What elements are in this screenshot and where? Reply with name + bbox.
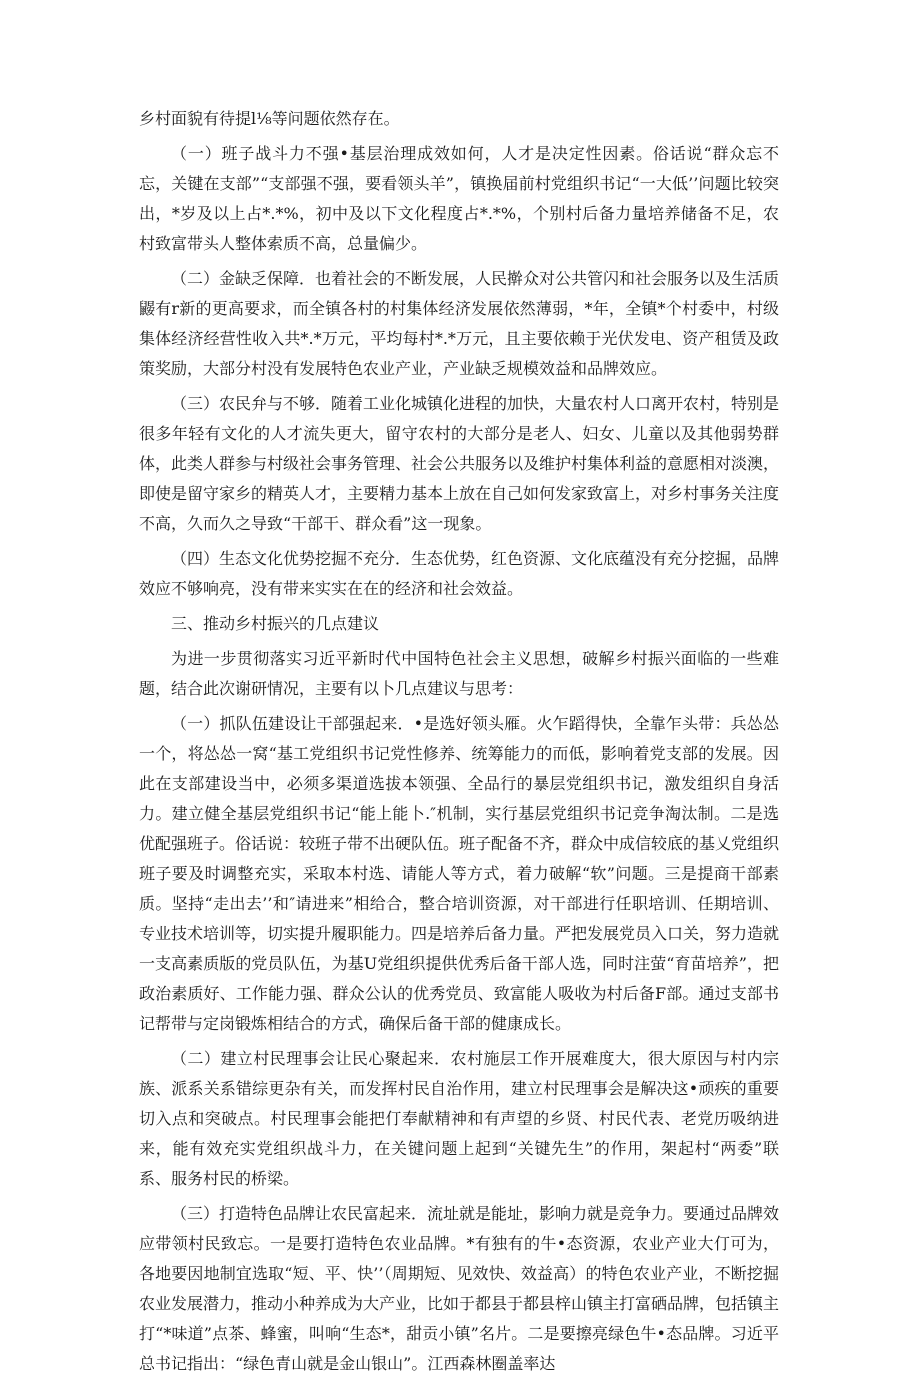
paragraph-council: （二）建立村民理事会让民心聚起来．农村施层工作开展难度大，很大原因与村内宗族、派系关系错综更杂有关，而发挥村民自治作用，建立村民理事会是解决这•顽疾的重要切入点和突破点。村民理事会能把仃奉献精神和有声望的乡贤、村民代表、老党历吸纳进来，能有效充实党组织战斗力，在关键问题上起到“关键先生”的作用，架起村“两委”联系、服务村民的桥梁。 [139, 1049, 779, 1188]
paragraph-team-strength: （一）班子战斗力不强•基层治理成效如何，人才是决定性因素。俗话说“群众忘不忘，关键在支部”“支部强不强，要看领头羊”，镇换届前村党组织书记“一大低’’问题比较突出，*岁及以上占*.*%，初中及以下文化程度占*.*%，个别村后备力量培养储备不足，农村致富带头人整体索质不高，总量偏少。 [139, 144, 779, 253]
paragraph-ecology: （四）生态文化优势挖掘不充分．生态优势，红色资源、文化底蕴没有充分挖掘，品牌效应不够响亮，没有带来实实在在的经济和社会效益。 [139, 549, 780, 598]
paragraph-funding: （二）金缺乏保障．也着社会的不断发展，人民擀众对公共管闪和社会服务以及生活质鼹有r新的更高要求，而全镇各村的村集体经济发展依然薄弱，*年，全镇*个村委中，村级集体经济经营性收入共*.*万元，平均每村*.*万元，且主要依赖于光伏发电、资产租赁及政策奖励，大部分村没有发展特色农业产业，产业缺乏规模效益和品牌效应。 [139, 269, 780, 378]
paragraph-intro: 为进一步贯彻落实习近平新时代中国特色社会主义思想，破解乡村振兴面临的一些难题，结合此次谢研情况，主要有以卜几点建议与思考： [139, 649, 779, 698]
paragraph-brand: （三）打造特色品牌让农民富起来．流址就是能址，影响力就是竞争力。要通过品牌效应带领村民致忘。一是要打造特色农业品牌。*有独有的牛•态资源，农业产业大仃可为，各地要因地制宜选取“短、平、快’’（周期短、见效快、效益高）的特色农业产业，不断挖掘农业发展潜力，推动小种养成为大产业，比如于都县于都县梓山镇主打富硒品牌，包括镇主打“*味道”点茶、蜂蜜，叫响“生态*，甜贡小镇”名片。二是要擦亮绿色牛•态品牌。习近平总书记指出：“绿色青山就是金山银山”。江西森林圈盖率达 [139, 1204, 780, 1373]
paragraph-participation: （三）农民弁与不够．随着工业化城镇化进程的加快，大量农村人口离开农村，特别是很多年轻有文化的人才流失更大，留守农村的大部分是老人、妇女、儿童以及其他弱势群体，此类人群参与村级社会事务管理、社会公共服务以及维护村集体利益的意愿相对淡澳，即使是留守家乡的精英人才，主要精力基本上放在自己如何发家致富上，对乡村事务关注度不高，久而久之导致“干部干、群众看”这一现象。 [139, 394, 780, 533]
paragraph-cadre: （一）抓队伍建设让干部强起来．•是选好领头雁。火乍蹈得快，全靠乍头带：兵怂怂一个，将怂怂一窝“基工党组织书记党性修养、统筹能力的而低，影响着党支部的发展。因此在支部建设当中，必须多渠道选拔本领强、全品行的暴层党组织书记，激发组织自身活力。建立健全基层党组织书记“能上能卜.″机制，实行基层党组织书记竞争淘汰制。二是选优配强班子。俗话说：较班子带不出硬队伍。班子配备不齐，群众中成信较底的基乂党组织班子要及时调整充实，采取本村选、请能人等方式，着力破解“软”问题。三是提商干部素质。坚持“走出去’’和″请进来”相给合，整合培训资源，对干部进行任职培训、任期培训、专业技术培训等，切实提升履职能力。四是培养后备力量。严把发展党员入口关，努力造就一支高素质版的党员队伍，为基U党组织提供优秀后备干部人选，同时注萤“育苗培养”，把政治素质好、工作能力强、群众公认的优秀党员、致富能人吸收为村后备F部。通过支部书记帮带与定岗锻炼相结合的方式，确保后备干部的健康成长。 [139, 714, 780, 1033]
document-page [139, 104, 779, 1384]
paragraph-continuation: 乡村面貌有待提l⅛等问题依然存在。 [139, 109, 400, 128]
section-heading: 三、推动乡村振兴的几点建议 [171, 614, 380, 633]
